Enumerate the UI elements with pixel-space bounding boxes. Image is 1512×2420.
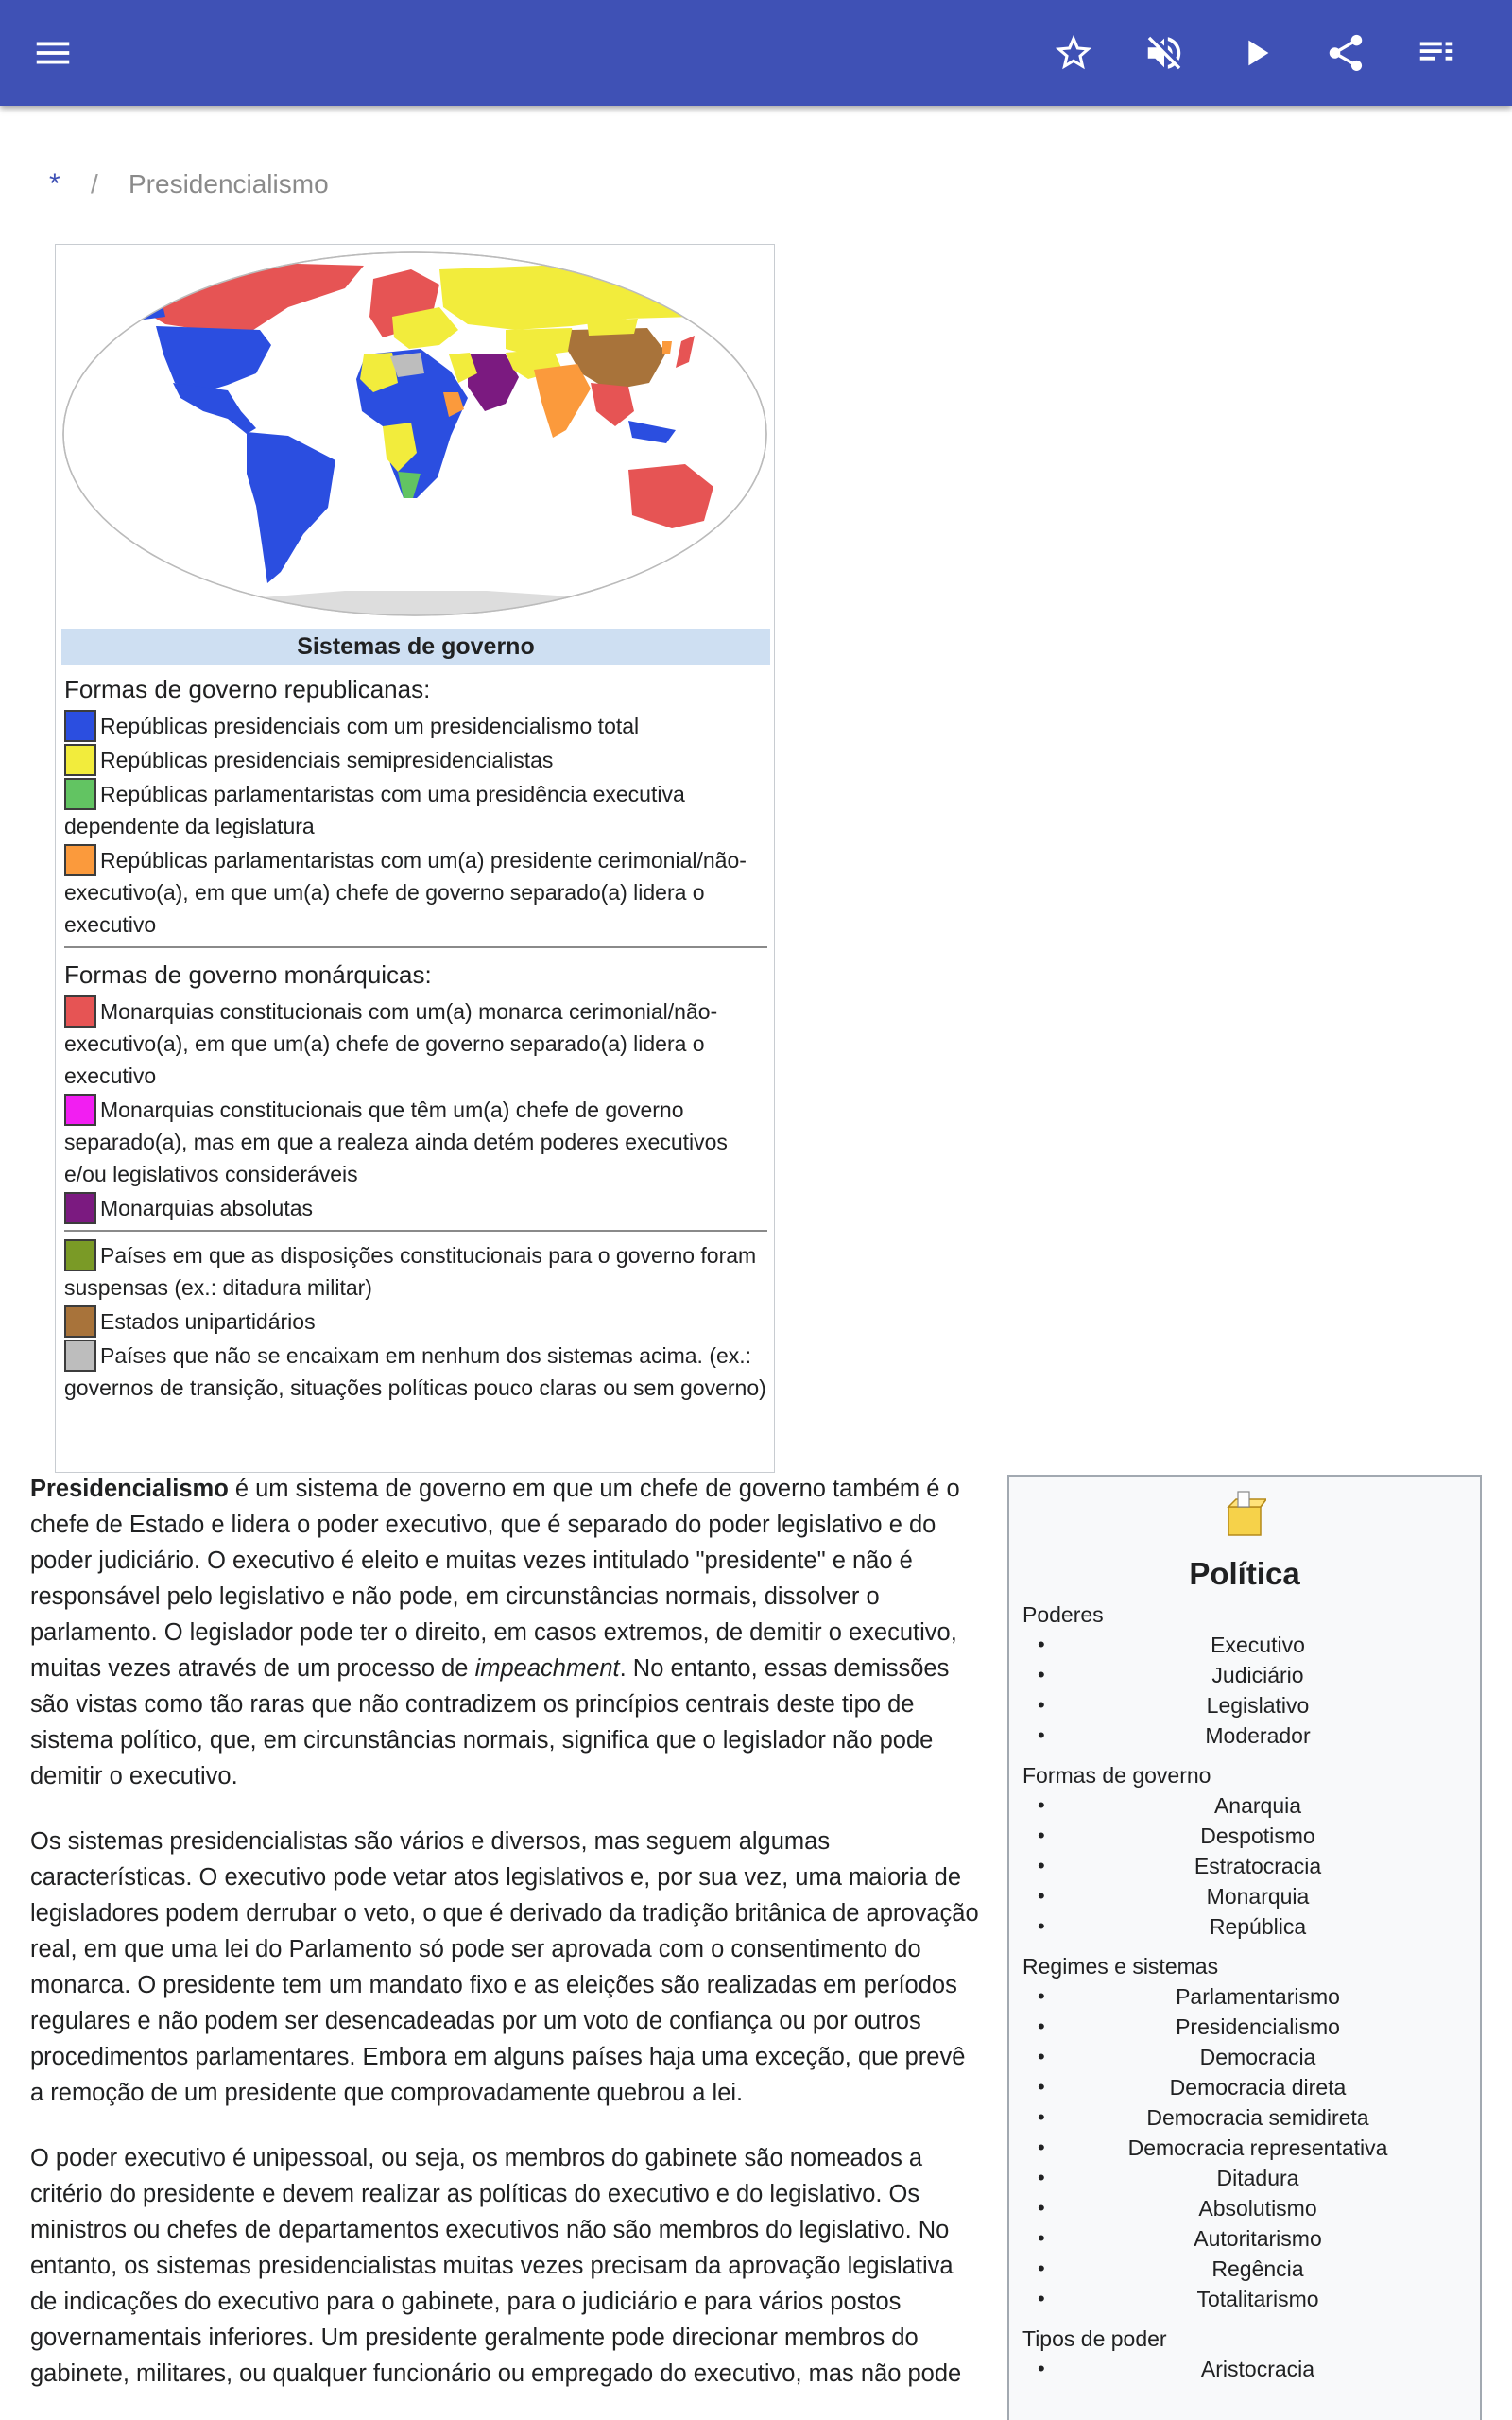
sidebar-link[interactable]: • República xyxy=(1022,1911,1474,1942)
sidebar-link[interactable]: • Executivo xyxy=(1022,1630,1474,1660)
legend-label: Repúblicas presidenciais com um presidencialismo total xyxy=(100,714,640,738)
sidebar-link[interactable]: • Aristocracia xyxy=(1022,2354,1474,2384)
sidebar-link[interactable]: • Judiciário xyxy=(1022,1660,1474,1690)
breadcrumb-home-link[interactable]: * xyxy=(49,168,60,199)
map-legend xyxy=(64,668,767,1404)
sidebar-group-heading: Tipos de poder xyxy=(1022,2326,1167,2351)
sidebar-group-heading: Formas de governo xyxy=(1022,1763,1211,1788)
legend-divider xyxy=(64,1230,767,1232)
star-outline-icon[interactable] xyxy=(1028,0,1119,106)
legend-label: Monarquias absolutas xyxy=(100,1196,314,1220)
legend-label: Repúblicas parlamentaristas com um(a) presidente cerimonial/não-executivo(a), em que um(a) chefe de governo separado(a) lidera o executivo xyxy=(64,848,747,937)
legend-item xyxy=(64,844,767,941)
legend-item xyxy=(64,1192,767,1224)
article-paragraph: Os sistemas presidencialistas são vários e diversos, mas seguem algumas características. O executivo pode vetar atos legislativos e, por sua vez, uma maioria de legisladores podem derrubar o veto, o que é derivado da tradição britânica de aprovação real, em que uma lei do Parlamento só pode ser aprovada com o consentimento do monarca. O presidente tem um mandato fixo e as eleições são realizadas em períodos regulares e não podem ser desencadeadas por um voto de confiança ou por outros procedimentos parlamentares. Embora em alguns países haja uma exceção, que prevê a remoção de um presidente que comprovadamente quebrou a lei. xyxy=(30,1828,979,2106)
legend-swatch xyxy=(64,1239,96,1271)
sidebar-link[interactable]: • Totalitarismo xyxy=(1022,2284,1474,2314)
legend-swatch xyxy=(64,1094,96,1126)
sidebar-list xyxy=(1022,1630,1474,1751)
sidebar-link[interactable]: • Democracia direta xyxy=(1022,2072,1474,2102)
article-paragraph: O poder executivo é unipessoal, ou seja, os membros do gabinete são nomeados a critério do presidente e devem realizar as políticas do executivo e do legislativo. Os ministros ou chefes de departamentos executivos não são membros do legislativo. No entanto, os sistemas presidencialistas muitas vezes precisam da aprovação legislativa de indicações do executivo para o gabinete, para o judiciário e para vários postos governamentais inferiores. Um presidente geralmente pode direcionar membros do gabinete, militares, ou qualquer funcionário ou empregado do executivo, mas não pode xyxy=(30,2145,962,2387)
sidebar-link[interactable]: • Presidencialismo xyxy=(1022,2012,1474,2042)
play-icon[interactable] xyxy=(1211,0,1301,106)
legend-item xyxy=(64,778,767,842)
sidebar-link[interactable]: • Legislativo xyxy=(1022,1690,1474,1720)
breadcrumb xyxy=(49,168,329,200)
sidebar-link[interactable]: • Democracia xyxy=(1022,2042,1474,2072)
share-icon[interactable] xyxy=(1300,0,1391,106)
sidebar-link[interactable]: • Estratocracia xyxy=(1022,1851,1474,1881)
sidebar-link[interactable]: • Despotismo xyxy=(1022,1821,1474,1851)
sidebar-group-heading: Poderes xyxy=(1022,1602,1104,1627)
legend-swatch xyxy=(64,1192,96,1224)
playlist-icon[interactable] xyxy=(1391,0,1482,106)
sidebar-link[interactable]: • Ditadura xyxy=(1022,2163,1474,2193)
breadcrumb-current: Presidencialismo xyxy=(129,169,329,199)
legend-swatch xyxy=(64,744,96,776)
map-caption: Sistemas de governo xyxy=(61,629,770,665)
article-paragraph xyxy=(30,1471,985,1794)
article-body xyxy=(30,1471,985,2420)
sidebar-title: Política xyxy=(1189,1556,1300,1591)
app-bar xyxy=(0,0,1512,106)
legend-item xyxy=(64,710,767,742)
volume-off-icon[interactable] xyxy=(1119,0,1210,106)
legend-item xyxy=(64,1094,767,1190)
sidebar-link[interactable]: • Autoritarismo xyxy=(1022,2223,1474,2254)
article-term: Presidencialismo xyxy=(30,1476,229,1502)
legend-label: Repúblicas presidenciais semipresidencialistas xyxy=(100,748,554,772)
sidebar-link[interactable]: • Parlamentarismo xyxy=(1022,1981,1474,2012)
legend-label: Repúblicas parlamentaristas com uma presidência executiva dependente da legislatura xyxy=(64,782,685,838)
legend-heading-republican: Formas de governo republicanas: xyxy=(64,675,431,703)
legend-label: Países em que as disposições constitucionais para o governo foram suspensas (ex.: ditadura militar) xyxy=(64,1243,757,1300)
legend-swatch xyxy=(64,844,96,876)
legend-item xyxy=(64,1239,767,1304)
legend-label: Monarquias constitucionais que têm um(a) chefe de governo separado(a), mas em que a realeza ainda detém poderes executivos e/ou legislativos consideráveis xyxy=(64,1098,728,1186)
map-infobox xyxy=(55,244,775,1473)
legend-swatch xyxy=(64,710,96,742)
sidebar-link[interactable]: • Moderador xyxy=(1022,1720,1474,1751)
sidebar-link[interactable]: • Anarquia xyxy=(1022,1790,1474,1821)
ballot-box-icon xyxy=(1223,1490,1266,1539)
legend-heading-monarchic: Formas de governo monárquicas: xyxy=(64,960,432,989)
sidebar-link[interactable]: • Regência xyxy=(1022,2254,1474,2284)
sidebar-link[interactable]: • Monarquia xyxy=(1022,1881,1474,1911)
legend-item xyxy=(64,995,767,1092)
world-map-image[interactable] xyxy=(61,251,768,617)
sidebar-link[interactable]: • Absolutismo xyxy=(1022,2193,1474,2223)
article-text: é um sistema de governo em que um chefe de governo também é o chefe de Estado e lidera o poder executivo, que é separado do poder legislativo e do poder judiciário. O executivo é eleito e muitas vezes intitulado "presidente" e não é responsável pelo legislativo e não pode, em circunstâncias normais, dissolver o parlamento. O legislador pode ter o direito, em casos extremos, de demitir o executivo, muitas vezes através de um processo de xyxy=(30,1476,960,1682)
sidebar-group-heading: Regimes e sistemas xyxy=(1022,1954,1219,1979)
sidebar-groups xyxy=(1022,1599,1474,2384)
menu-icon[interactable] xyxy=(8,0,98,106)
breadcrumb-separator: / xyxy=(91,169,98,199)
politics-sidebar xyxy=(1007,1475,1482,2420)
legend-item xyxy=(64,1305,767,1338)
legend-label: Estados unipartidários xyxy=(100,1309,316,1334)
legend-item xyxy=(64,744,767,776)
legend-label: Monarquias constitucionais com um(a) monarca cerimonial/não-executivo(a), em que um(a) chefe de governo separado(a) lidera o executivo xyxy=(64,999,718,1088)
sidebar-link[interactable]: • Democracia semidireta xyxy=(1022,2102,1474,2133)
legend-item xyxy=(64,1340,767,1404)
sidebar-link[interactable]: • Democracia representativa xyxy=(1022,2133,1474,2163)
article-text: . No entanto, essas demissões são vistas como tão raras que não contradizem os princípios centrais deste tipo de sistema político, que, em circunstâncias normais, significa que o legislador não pode demitir o executivo. xyxy=(30,1655,950,1789)
legend-swatch xyxy=(64,995,96,1028)
legend-divider xyxy=(64,946,767,948)
sidebar-list xyxy=(1022,2354,1474,2384)
legend-swatch xyxy=(64,1340,96,1372)
legend-swatch xyxy=(64,1305,96,1338)
article-italic-link[interactable]: impeachment xyxy=(474,1655,620,1682)
sidebar-list xyxy=(1022,1790,1474,1942)
legend-label: Países que não se encaixam em nenhum dos sistemas acima. (ex.: governos de transição, situações políticas pouco claras ou sem governo) xyxy=(64,1343,766,1400)
legend-swatch xyxy=(64,778,96,810)
sidebar-list xyxy=(1022,1981,1474,2314)
